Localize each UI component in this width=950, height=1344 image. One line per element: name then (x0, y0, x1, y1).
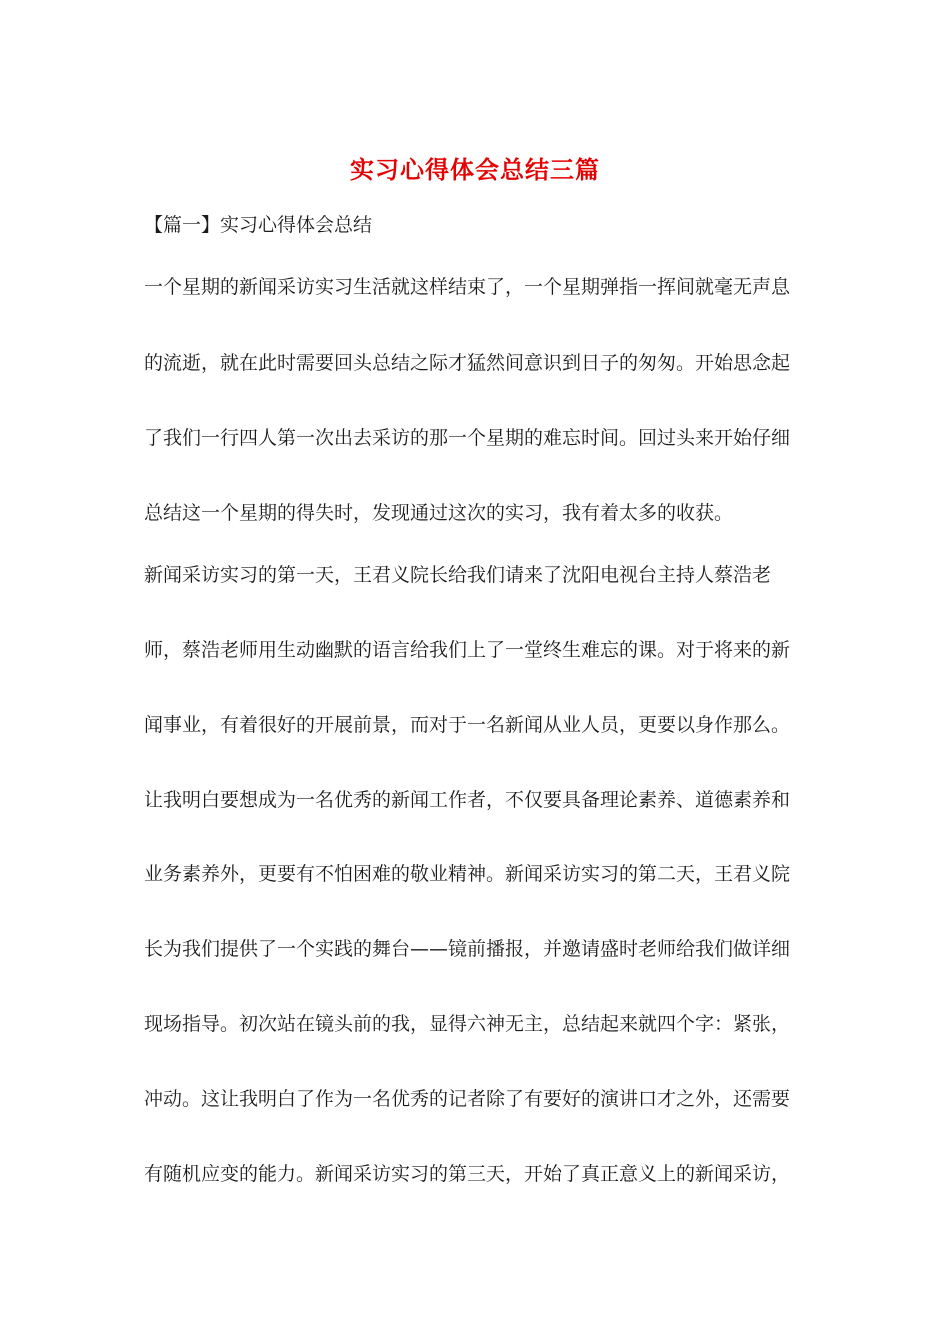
paragraph-line: 现场指导。初次站在镜头前的我，显得六神无主，总结起来就四个字：紧张， (144, 1013, 791, 1035)
paragraph-line: 冲动。这让我明白了作为一名优秀的记者除了有要好的演讲口才之外，还需要 (144, 1088, 791, 1110)
paragraph-line: 让我明白要想成为一名优秀的新闻工作者，不仅要具备理论素养、道德素养和 (144, 789, 791, 811)
paragraph-line: 长为我们提供了一个实践的舞台——镜前播报，并邀请盛时老师给我们做详细 (144, 938, 791, 960)
paragraph-line: 师，蔡浩老师用生动幽默的语言给我们上了一堂终生难忘的课。对于将来的新 (144, 639, 791, 661)
paragraph-line: 新闻采访实习的第一天，王君义院长给我们请来了沈阳电视台主持人蔡浩老 (144, 564, 772, 586)
section-heading: 【篇一】实习心得体会总结 (144, 214, 373, 236)
paragraph-line: 了我们一行四人第一次出去采访的那一个星期的难忘时间。回过头来开始仔细 (144, 427, 791, 449)
paragraph-line: 业务素养外，更要有不怕困难的敬业精神。新闻采访实习的第二天，王君义院 (144, 863, 791, 885)
paragraph-line: 的流逝，就在此时需要回头总结之际才猛然间意识到日子的匆匆。开始思念起 (144, 352, 791, 374)
paragraph-line: 一个星期的新闻采访实习生活就这样结束了，一个星期弹指一挥间就毫无声息 (144, 276, 791, 298)
paragraph-line: 总结这一个星期的得失时，发现通过这次的实习，我有着太多的收获。 (144, 502, 734, 524)
document-title: 实习心得体会总结三篇 (350, 156, 600, 184)
paragraph-line: 闻事业，有着很好的开展前景，而对于一名新闻从业人员，更要以身作那么。 (144, 714, 791, 736)
paragraph-line: 有随机应变的能力。新闻采访实习的第三天，开始了真正意义上的新闻采访， (144, 1163, 791, 1185)
